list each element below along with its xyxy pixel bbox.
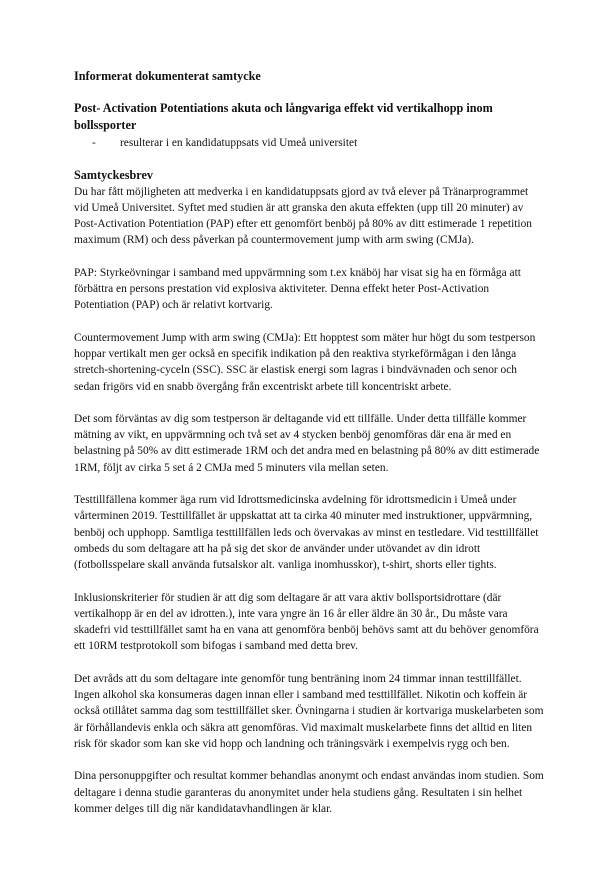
paragraph-restrictions: Det avråds att du som deltagare inte genomför tung benträning inom 24 timmar innan testtillfället. Ingen alkohol ska konsumeras dagen innan eller i samband med testtillfället. Nikotin och koffein är också otillåtet samma dag som testtillfället sker. Övningarna i studien är kortvariga muskelarbeten som är förhållandevis enkla och säkra att genomföras. Vid maximalt muskelarbete finns det alltid en liten risk för skador som kan ske vid hopp och landning och träningsvärk i exempelvis rygg och ben. xyxy=(74,672,544,750)
paragraph-test-sessions: Testtillfällena kommer äga rum vid Idrottsmedicinska avdelning för idrottsmedicin i Umeå under vårterminen 2019. Testtillfället är uppskattat att ta cirka 40 minuter med instruktioner, uppvärmning, benböj och upphopp. Samtliga testtillfällen leds och övervakas av minst en testledare. Vid testtillfället ombeds du som deltagare att ha på sig det skor de använder under utövandet av din idrott (fotbollsspelare skall använda futsalskor alt. vanliga inomhusskor), t-shirt, shorts eller tights. xyxy=(74,494,539,572)
section-heading: Samtyckesbrev xyxy=(74,168,153,183)
document-title: Informerat dokumenterat samtycke xyxy=(74,69,261,83)
paragraph-pap: PAP: Styrkeövningar i samband med uppvärmning som t.ex knäböj har visat sig ha en förmåga att förbättra en persons prestation vid explosiva aktiviteter. Denna effekt heter Post-Activation Potentiation (PAP) och är relativt kortvarig. xyxy=(74,266,521,312)
paragraph-expectations: Det som förväntas av dig som testperson är deltagande vid ett tillfälle. Under detta tillfälle kommer mätning av vikt, en uppvärmning och två set av 4 stycken benböj genomföras där ena är med en belastning på 50% av ditt estimerade 1RM och det andra med en belastning på 80% av ditt estimerade 1RM, följt av cirka 5 set á 2 CMJa med 5 minuters vila mellan seten. xyxy=(74,412,540,474)
bullet-item xyxy=(92,135,544,151)
bullet-dash: - xyxy=(92,137,96,149)
document-body xyxy=(74,68,544,833)
paragraph-cmja: Countermovement Jump with arm swing (CMJa): Ett hopptest som mäter hur högt du som testperson hoppar vertikalt men ger också en specifik indikation på den reaktiva styrkeförmågan i den långa stretch-shortening-cyceln (SSC). SSC är elastisk energi som lagras i bindvävnaden och senor och sedan frigörs vid en snabb övergång från excentriskt arbete till koncentriskt arbete. xyxy=(74,331,536,393)
study-title: Post- Activation Potentiations akuta och långvariga effekt vid vertikalhopp inom bollssporter xyxy=(74,101,493,132)
paragraph-intro: Du har fått möjligheten att medverka i en kandidatuppsats gjord av två elever på Tränarprogrammet vid Umeå Universitet. Syftet med studien är att granska den akuta effekten (upp till 20 minuter) av Post-Activation Potentiation (PAP) efter ett genomfört benböj på 80% av ditt estimerade 1 repetition maximum (RM) och dess påverkan på countermovement jump with arm swing (CMJa). xyxy=(74,185,532,247)
paragraph-anonymity: Dina personuppgifter och resultat kommer behandlas anonymt och endast användas inom studien. Som deltagare i denna studie garanteras du anonymitet under hela studiens gång. Resultaten i sin helhet kommer delges till dig när kandidatavhandlingen är klar. xyxy=(74,770,544,815)
paragraph-inclusion-criteria: Inklusionskriterier för studien är att dig som deltagare är att vara aktiv bollsportsidrottare (där vertikalhopp är en del av idrotten.), inte vara yngre än 16 år eller äldre än 30 år., Du måste vara skadefri vid testtillfället samt ha en vana att genomföra benböj behövs samt att du behöver genomföra ett 10RM testprotokoll som bifogas i samband med detta brev. xyxy=(74,591,539,653)
bullet-text: resulterar i en kandidatuppsats vid Umeå universitet xyxy=(120,137,358,149)
